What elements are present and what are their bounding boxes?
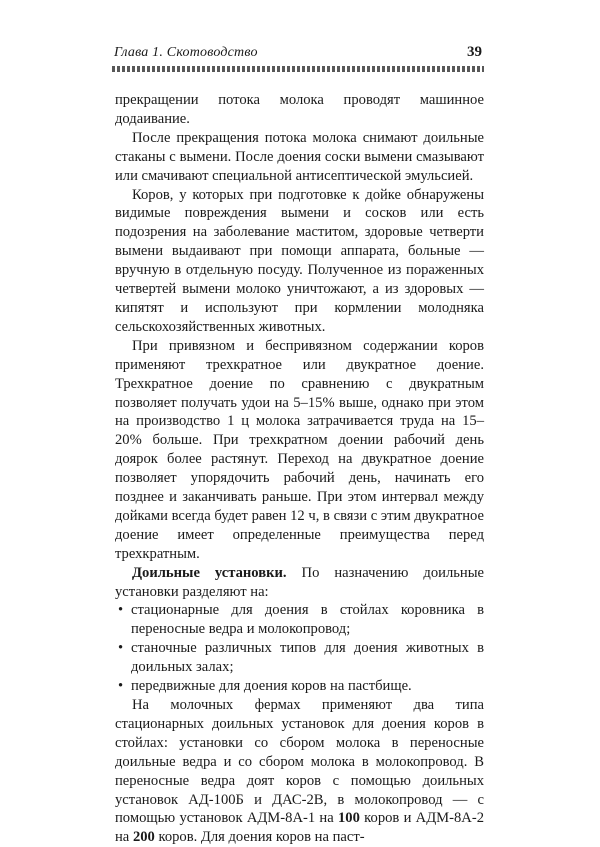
body-text [115,91,484,847]
paragraph-text: По назначению доильные установки разделяют на: [115,564,484,600]
page-number: 39 [467,44,482,60]
paragraph: После прекращения потока молока снимают доильные стаканы с вымени. После доения соски вымени смазывают или смачивают специальной антисептической эмульсией. [115,129,484,184]
bold-number: 200 [132,829,155,846]
paragraph-text: коров. Для доения коров на паст- [154,829,365,846]
bullet-list [115,601,484,696]
list-item: • передвижные для доения коров на пастбище. [115,677,484,696]
paragraph-text: коров и АДМ-8А-2 на [115,810,485,846]
paragraph [115,696,484,847]
chapter-title: Глава 1. Скотоводство [114,45,258,60]
list-item: • станочные различных типов для доения животных в доильных залах; [115,639,484,677]
bold-number: 100 [338,810,360,827]
list-item: • стационарные для доения в стойлах коровника в переносные ведра и молокопровод; [115,601,484,639]
header-rule [112,66,484,72]
paragraph: прекращении потока молока проводят машинное додаивание. [115,92,484,127]
paragraph [115,564,484,602]
paragraph: Коров, у которых при подготовке к дойке обнаружены видимые повреждения вымени и сосков или есть подозрения на заболевание маститом, здоровые четверти вымени выдаивают при помощи аппарата, больные — вручную в отдельную посуду. Полученное из пораженных четвертей вымени молоко уничтожают, а из здоровых — кипятят и используют при кормлении молодняка сельскохозяйственных животных. [115,186,484,335]
running-header [112,43,484,65]
paragraph: При привязном и беспривязном содержании коров применяют трехкратное или двукратное доение. Трехкратное доение по сравнению с двукратным позволяет получать удои на 5–15% выше, однако при этом на производство 1 ц молока затрачивается труда на 15–20% больше. При трехкратном доении рабочий день доярок более растянут. Переход на двукратное доение позволяет упорядочить рабочий день, начинать его позднее и заканчивать раньше. При этом интервал между дойками всегда будет равен 12 ч, в связи с этим двукратное доение имеет определенные преимущества перед трехкратным. [115,337,484,562]
bold-lead: Доильные установки. [132,564,287,581]
paragraph-text: На молочных фермах применяют два типа стационарных доильных установок для доения коров в стойлах: установки со сбором молока в переносные доильные ведра и со сбором молока в молокопровод. В переносные ведра доят коров с помощью доильных установок АД-100Б и ДАС-2В, в молокопровод — с помощью установок АДМ-8А-1 на [115,697,484,827]
